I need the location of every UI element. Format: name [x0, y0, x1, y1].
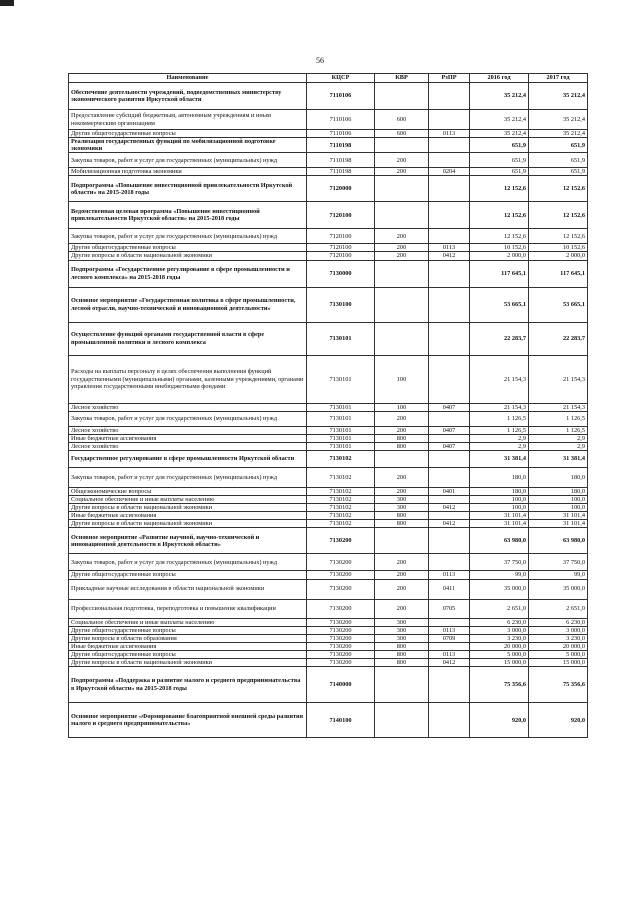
cell-2016: 31 101,4 — [470, 512, 529, 520]
cell-kcsr: 7110198 — [307, 153, 375, 168]
cell-kcsr: 7120100 — [307, 244, 375, 252]
cell-kvr: 100 — [375, 403, 429, 411]
cell-2017: 53 665,1 — [529, 287, 588, 322]
cell-2016: 63 980,0 — [470, 528, 529, 554]
cell-kcsr: 7110198 — [307, 138, 375, 153]
cell-2016: 1 126,5 — [470, 426, 529, 434]
table-row — [69, 658, 588, 666]
cell-2017: 35 212,4 — [529, 83, 588, 110]
table-row — [69, 403, 588, 411]
cell-kcsr: 7130101 — [307, 434, 375, 442]
cell-name: Лесное хозяйство — [69, 403, 307, 411]
table-row — [69, 496, 588, 504]
table-row — [69, 202, 588, 229]
cell-2017: 22 283,7 — [529, 322, 588, 355]
cell-rzpr — [429, 287, 470, 322]
cell-kvr: 800 — [375, 650, 429, 658]
cell-2016: 75 356,6 — [470, 667, 529, 703]
cell-2016: 100,0 — [470, 496, 529, 504]
table-row — [69, 634, 588, 642]
cell-2016: 117 645,1 — [470, 260, 529, 287]
cell-2017: 75 356,6 — [529, 667, 588, 703]
cell-kvr — [375, 176, 429, 202]
cell-rzpr: 0204 — [429, 168, 470, 176]
cell-name: Осуществление функций органами государственной власти в сфере промышленной политики и лесного комплекса — [69, 322, 307, 355]
cell-2017: 651,9 — [529, 153, 588, 168]
cell-2016: 10 152,6 — [470, 244, 529, 252]
cell-kvr: 200 — [375, 579, 429, 599]
cell-kcsr: 7120000 — [307, 176, 375, 202]
cell-rzpr: 0407 — [429, 403, 470, 411]
header-2016: 2016 год — [470, 74, 529, 83]
table-row — [69, 512, 588, 520]
cell-kvr — [375, 83, 429, 110]
cell-kcsr: 7130200 — [307, 579, 375, 599]
cell-name: Мобилизационная подготовка экономики — [69, 168, 307, 176]
cell-kcsr: 7140100 — [307, 703, 375, 738]
cell-kvr: 800 — [375, 434, 429, 442]
cell-rzpr: 0401 — [429, 487, 470, 495]
cell-rzpr: 0412 — [429, 520, 470, 528]
cell-2016: 37 750,0 — [470, 554, 529, 571]
cell-name: Основное мероприятие «Развитие научной, научно-технической и инновационной деятельности в Иркутской области» — [69, 528, 307, 554]
cell-rzpr — [429, 434, 470, 442]
cell-name: Другие вопросы в области национальной экономики — [69, 658, 307, 666]
table-row — [69, 434, 588, 442]
cell-name: Предоставление субсидий бюджетным, автономным учреждениям и иным некоммерческим организациям — [69, 110, 307, 130]
cell-name: Прикладные научные исследования в области национальной экономики — [69, 579, 307, 599]
cell-kvr — [375, 322, 429, 355]
cell-2016: 2,9 — [470, 434, 529, 442]
cell-kcsr: 7130102 — [307, 504, 375, 512]
cell-kcsr: 7110198 — [307, 168, 375, 176]
cell-kvr: 800 — [375, 442, 429, 450]
header-2017: 2017 год — [529, 74, 588, 83]
table-row — [69, 642, 588, 650]
cell-kvr: 300 — [375, 496, 429, 504]
cell-kcsr: 7130101 — [307, 355, 375, 403]
cell-2016: 21 154,3 — [470, 355, 529, 403]
cell-kvr: 100 — [375, 355, 429, 403]
table-row — [69, 528, 588, 554]
table-row — [69, 618, 588, 626]
table-row — [69, 554, 588, 571]
cell-rzpr — [429, 512, 470, 520]
scan-corner-mark — [0, 0, 14, 6]
cell-name: Другие общегосударственные вопросы — [69, 130, 307, 138]
cell-2016: 15 000,0 — [470, 658, 529, 666]
cell-name: Основное мероприятие «Государственная политика в сфере промышленности, лесной отрасли, научно-технической и инновационной деятельности» — [69, 287, 307, 322]
cell-2017: 1 126,5 — [529, 426, 588, 434]
cell-2017: 31 101,4 — [529, 512, 588, 520]
cell-rzpr: 0412 — [429, 658, 470, 666]
table-row — [69, 650, 588, 658]
cell-rzpr — [429, 554, 470, 571]
cell-name: Другие вопросы в области образования — [69, 634, 307, 642]
cell-rzpr — [429, 411, 470, 426]
cell-2017: 12 152,6 — [529, 202, 588, 229]
table-row — [69, 229, 588, 244]
cell-name: Другие общегосударственные вопросы — [69, 244, 307, 252]
cell-rzpr — [429, 138, 470, 153]
cell-rzpr — [429, 202, 470, 229]
cell-2017: 15 000,0 — [529, 658, 588, 666]
cell-kcsr: 7130200 — [307, 650, 375, 658]
table-row — [69, 411, 588, 426]
table-row — [69, 599, 588, 618]
table-row — [69, 252, 588, 260]
cell-2016: 99,0 — [470, 571, 529, 579]
cell-2017: 2,9 — [529, 442, 588, 450]
cell-2016: 35 212,4 — [470, 110, 529, 130]
cell-2016: 31 381,4 — [470, 450, 529, 467]
cell-kcsr: 7130200 — [307, 634, 375, 642]
cell-2016: 31 101,4 — [470, 520, 529, 528]
cell-2017: 21 154,3 — [529, 403, 588, 411]
cell-kvr: 800 — [375, 658, 429, 666]
cell-kvr — [375, 202, 429, 229]
cell-rzpr: 0113 — [429, 130, 470, 138]
cell-kcsr: 7130200 — [307, 528, 375, 554]
cell-2017: 100,0 — [529, 504, 588, 512]
cell-2017: 5 000,0 — [529, 650, 588, 658]
table-row — [69, 520, 588, 528]
cell-name: Лесное хозяйство — [69, 442, 307, 450]
page-number: 56 — [316, 56, 324, 65]
cell-2016: 2,9 — [470, 442, 529, 450]
table-row — [69, 355, 588, 403]
cell-kcsr: 7110106 — [307, 130, 375, 138]
cell-2016: 53 665,1 — [470, 287, 529, 322]
cell-rzpr — [429, 496, 470, 504]
cell-rzpr: 0407 — [429, 426, 470, 434]
cell-rzpr — [429, 260, 470, 287]
cell-rzpr: 0411 — [429, 579, 470, 599]
cell-kcsr: 7130101 — [307, 426, 375, 434]
cell-kcsr: 7120100 — [307, 202, 375, 229]
cell-kcsr: 7120100 — [307, 229, 375, 244]
cell-rzpr — [429, 467, 470, 487]
table-row — [69, 626, 588, 634]
cell-kvr — [375, 138, 429, 153]
cell-rzpr — [429, 229, 470, 244]
cell-kcsr: 7130101 — [307, 411, 375, 426]
cell-kvr: 800 — [375, 642, 429, 650]
cell-2016: 35 212,4 — [470, 83, 529, 110]
cell-rzpr: 0113 — [429, 650, 470, 658]
header-rzpr: РзПР — [429, 74, 470, 83]
cell-rzpr: 0407 — [429, 442, 470, 450]
cell-kvr — [375, 450, 429, 467]
cell-kvr: 200 — [375, 244, 429, 252]
cell-2017: 35 212,4 — [529, 110, 588, 130]
cell-name: Закупка товаров, работ и услуг для государственных (муниципальных) нужд — [69, 554, 307, 571]
cell-2017: 1 126,5 — [529, 411, 588, 426]
cell-2017: 2,9 — [529, 434, 588, 442]
cell-name: Обеспечение деятельности учреждений, подведомственных министерству экономического развития Иркутской области — [69, 83, 307, 110]
cell-kvr: 300 — [375, 618, 429, 626]
cell-2016: 35 212,4 — [470, 130, 529, 138]
cell-kcsr: 7130200 — [307, 642, 375, 650]
table-row — [69, 168, 588, 176]
table-row — [69, 244, 588, 252]
cell-rzpr — [429, 153, 470, 168]
cell-2017: 12 152,6 — [529, 176, 588, 202]
cell-kvr: 200 — [375, 168, 429, 176]
cell-kvr: 200 — [375, 571, 429, 579]
cell-2016: 180,0 — [470, 467, 529, 487]
cell-2017: 99,0 — [529, 571, 588, 579]
table-row — [69, 322, 588, 355]
cell-name: Ведомственная целевая программа «Повышение инвестиционной привлекательности Иркутской области» на 2015-2018 годы — [69, 202, 307, 229]
cell-rzpr: 0113 — [429, 571, 470, 579]
cell-rzpr — [429, 618, 470, 626]
cell-kvr: 300 — [375, 626, 429, 634]
cell-kcsr: 7130102 — [307, 487, 375, 495]
cell-kcsr: 7130000 — [307, 260, 375, 287]
cell-rzpr: 0113 — [429, 626, 470, 634]
cell-kvr — [375, 260, 429, 287]
cell-rzpr: 0705 — [429, 599, 470, 618]
table-row — [69, 467, 588, 487]
header-kvr: КВР — [375, 74, 429, 83]
cell-kvr: 600 — [375, 130, 429, 138]
cell-2017: 180,0 — [529, 487, 588, 495]
cell-kvr: 200 — [375, 153, 429, 168]
cell-name: Закупка товаров, работ и услуг для государственных (муниципальных) нужд — [69, 153, 307, 168]
table-row — [69, 260, 588, 287]
table-row — [69, 450, 588, 467]
cell-2016: 21 154,3 — [470, 403, 529, 411]
cell-2017: 2 651,0 — [529, 599, 588, 618]
cell-2016: 180,0 — [470, 487, 529, 495]
cell-2017: 3 000,0 — [529, 626, 588, 634]
cell-2016: 2 651,0 — [470, 599, 529, 618]
cell-rzpr: 0113 — [429, 244, 470, 252]
table-row — [69, 703, 588, 738]
cell-kvr: 200 — [375, 467, 429, 487]
cell-kcsr: 7140000 — [307, 667, 375, 703]
cell-kvr — [375, 703, 429, 738]
cell-kvr: 200 — [375, 252, 429, 260]
cell-name: Государственное регулирование в сфере промышленности Иркутской области — [69, 450, 307, 467]
cell-2017: 651,9 — [529, 138, 588, 153]
cell-2016: 100,0 — [470, 504, 529, 512]
cell-2016: 651,9 — [470, 153, 529, 168]
table-row — [69, 571, 588, 579]
cell-name: Иные бюджетные ассигнования — [69, 434, 307, 442]
cell-kvr — [375, 528, 429, 554]
cell-2016: 20 000,0 — [470, 642, 529, 650]
cell-2017: 35 000,0 — [529, 579, 588, 599]
cell-kcsr: 7130200 — [307, 599, 375, 618]
table-header-row — [69, 74, 588, 83]
cell-rzpr: 0412 — [429, 504, 470, 512]
cell-kvr: 800 — [375, 512, 429, 520]
cell-kcsr: 7130102 — [307, 512, 375, 520]
cell-name: Другие вопросы в области национальной экономики — [69, 252, 307, 260]
cell-2016: 22 283,7 — [470, 322, 529, 355]
cell-2016: 12 152,6 — [470, 176, 529, 202]
cell-rzpr — [429, 355, 470, 403]
cell-name: Иные бюджетные ассигнования — [69, 642, 307, 650]
cell-2017: 10 152,6 — [529, 244, 588, 252]
cell-2016: 3 230,0 — [470, 634, 529, 642]
cell-2017: 6 230,0 — [529, 618, 588, 626]
cell-name: Другие общегосударственные вопросы — [69, 571, 307, 579]
cell-2017: 180,0 — [529, 467, 588, 487]
cell-kvr: 200 — [375, 426, 429, 434]
cell-rzpr — [429, 110, 470, 130]
cell-name: Закупка товаров, работ и услуг для государственных (муниципальных) нужд — [69, 411, 307, 426]
cell-kcsr: 7130100 — [307, 287, 375, 322]
cell-kvr: 300 — [375, 504, 429, 512]
table-row — [69, 110, 588, 130]
cell-name: Подпрограмма «Поддержка и развитие малого и среднего предпринимательства в Иркутской области» на 2015-2018 годы — [69, 667, 307, 703]
cell-2017: 35 212,4 — [529, 130, 588, 138]
cell-2016: 3 000,0 — [470, 626, 529, 634]
cell-kvr — [375, 667, 429, 703]
cell-kcsr: 7130102 — [307, 496, 375, 504]
cell-2017: 100,0 — [529, 496, 588, 504]
cell-2016: 2 000,0 — [470, 252, 529, 260]
cell-rzpr — [429, 450, 470, 467]
cell-kcsr: 7120100 — [307, 252, 375, 260]
cell-kvr: 200 — [375, 554, 429, 571]
cell-kcsr: 7110106 — [307, 83, 375, 110]
cell-name: Подпрограмма «Повышение инвестиционной привлекательности Иркутской области» на 2015-2018 годы — [69, 176, 307, 202]
cell-kvr: 200 — [375, 229, 429, 244]
table-row — [69, 83, 588, 110]
cell-kvr — [375, 287, 429, 322]
cell-rzpr — [429, 642, 470, 650]
cell-kcsr: 7130200 — [307, 618, 375, 626]
cell-rzpr — [429, 83, 470, 110]
cell-2017: 651,9 — [529, 168, 588, 176]
cell-name: Общеэкономические вопросы — [69, 487, 307, 495]
cell-2016: 1 126,5 — [470, 411, 529, 426]
cell-2017: 31 381,4 — [529, 450, 588, 467]
table-row — [69, 287, 588, 322]
cell-2016: 35 000,0 — [470, 579, 529, 599]
cell-name: Расходы на выплаты персоналу в целях обеспечения выполнения функций государственными (муниципальными) органами, казенными учреждениями, органами управления государственными внебюджетными фондами — [69, 355, 307, 403]
cell-kcsr: 7130200 — [307, 554, 375, 571]
table-row — [69, 130, 588, 138]
table-row — [69, 138, 588, 153]
cell-kvr: 300 — [375, 634, 429, 642]
cell-kcsr: 7130101 — [307, 322, 375, 355]
cell-2017: 20 000,0 — [529, 642, 588, 650]
cell-2017: 920,0 — [529, 703, 588, 738]
cell-kvr: 800 — [375, 520, 429, 528]
cell-kcsr: 7130101 — [307, 403, 375, 411]
cell-2017: 12 152,6 — [529, 229, 588, 244]
cell-kcsr: 7130200 — [307, 571, 375, 579]
cell-name: Закупка товаров, работ и услуг для государственных (муниципальных) нужд — [69, 229, 307, 244]
cell-name: Другие вопросы в области национальной экономики — [69, 504, 307, 512]
header-name: Наименование — [69, 74, 307, 83]
cell-rzpr: 0412 — [429, 252, 470, 260]
table-row — [69, 426, 588, 434]
cell-name: Другие вопросы в области национальной экономики — [69, 520, 307, 528]
cell-2016: 651,9 — [470, 168, 529, 176]
cell-kcsr: 7130101 — [307, 442, 375, 450]
cell-kcsr: 7130200 — [307, 658, 375, 666]
cell-2017: 3 230,0 — [529, 634, 588, 642]
cell-2016: 5 000,0 — [470, 650, 529, 658]
cell-name: Реализация государственных функций по мобилизационной подготовке экономики — [69, 138, 307, 153]
table-row — [69, 579, 588, 599]
cell-kcsr: 7130102 — [307, 467, 375, 487]
cell-kcsr: 7130200 — [307, 626, 375, 634]
budget-table — [68, 73, 588, 738]
cell-2016: 12 152,6 — [470, 229, 529, 244]
table-row — [69, 487, 588, 495]
cell-name: Закупка товаров, работ и услуг для государственных (муниципальных) нужд — [69, 467, 307, 487]
cell-rzpr — [429, 703, 470, 738]
cell-kvr: 200 — [375, 411, 429, 426]
cell-kcsr: 7130102 — [307, 520, 375, 528]
cell-name: Социальное обеспечение и иные выплаты населению — [69, 496, 307, 504]
table-row — [69, 667, 588, 703]
cell-rzpr — [429, 528, 470, 554]
cell-name: Иные бюджетные ассигнования — [69, 512, 307, 520]
table-row — [69, 504, 588, 512]
cell-2017: 37 750,0 — [529, 554, 588, 571]
cell-kvr: 200 — [375, 487, 429, 495]
cell-2017: 2 000,0 — [529, 252, 588, 260]
cell-kcsr: 7130102 — [307, 450, 375, 467]
cell-name: Другие общегосударственные вопросы — [69, 626, 307, 634]
cell-name: Другие общегосударственные вопросы — [69, 650, 307, 658]
cell-2017: 31 101,4 — [529, 520, 588, 528]
cell-rzpr — [429, 322, 470, 355]
cell-2017: 117 645,1 — [529, 260, 588, 287]
header-kcsr: КЦСР — [307, 74, 375, 83]
table-row — [69, 176, 588, 202]
cell-rzpr — [429, 667, 470, 703]
cell-rzpr: 0709 — [429, 634, 470, 642]
cell-name: Профессиональная подготовка, переподготовка и повышение квалификации — [69, 599, 307, 618]
cell-name: Основное мероприятие «Формирование благоприятной внешней среды развития малого и среднего предпринимательства» — [69, 703, 307, 738]
table-row — [69, 153, 588, 168]
cell-2016: 12 152,6 — [470, 202, 529, 229]
cell-name: Подпрограмма «Государственное регулирование в сфере промышленности и лесного комплекса» на 2015-2018 годы — [69, 260, 307, 287]
cell-name: Лесное хозяйство — [69, 426, 307, 434]
cell-2016: 6 230,0 — [470, 618, 529, 626]
cell-name: Социальное обеспечение и иные выплаты населению — [69, 618, 307, 626]
cell-2017: 21 154,3 — [529, 355, 588, 403]
cell-kcsr: 7110106 — [307, 110, 375, 130]
cell-2016: 651,9 — [470, 138, 529, 153]
table-row — [69, 442, 588, 450]
cell-kvr: 200 — [375, 599, 429, 618]
cell-2017: 63 980,0 — [529, 528, 588, 554]
table-body — [69, 83, 588, 738]
cell-2016: 920,0 — [470, 703, 529, 738]
cell-rzpr — [429, 176, 470, 202]
cell-kvr: 600 — [375, 110, 429, 130]
